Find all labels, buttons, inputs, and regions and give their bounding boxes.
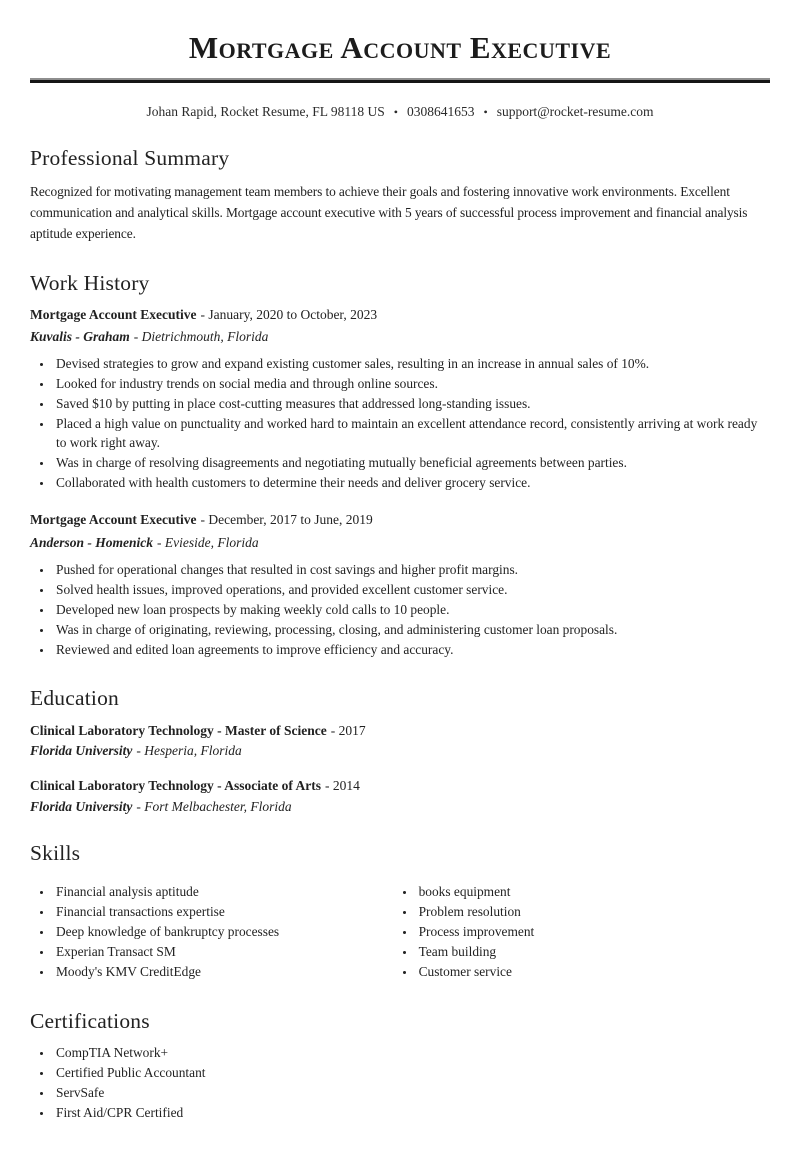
skills-columns xyxy=(30,876,770,984)
certification-item: • First Aid/CPR Certified xyxy=(53,1104,770,1123)
job-title-line xyxy=(30,306,770,325)
company-name: Kuvalis - Graham xyxy=(30,329,130,345)
job-bullet-list xyxy=(30,561,770,660)
job-company-line xyxy=(30,329,770,345)
degree-line xyxy=(30,721,770,741)
school-line xyxy=(30,799,770,815)
contact-separator-dot: • xyxy=(483,105,488,119)
skill-item: • Deep knowledge of bankruptcy processes xyxy=(53,923,393,942)
school-name: Florida University xyxy=(30,743,133,759)
job-dates: - January, 2020 to October, 2023 xyxy=(200,306,378,322)
graduation-year: - 2014 xyxy=(325,778,360,794)
skill-item: • Financial analysis aptitude xyxy=(53,883,393,902)
skills-column-left xyxy=(30,882,393,984)
job-bullet-item: • Saved $10 by putting in place cost-cutting measures that addressed long-standing issues. xyxy=(53,395,770,414)
section-education xyxy=(30,686,770,815)
job-bullet-item: • Was in charge of originating, reviewing, processing, closing, and administering customer loan proposals. xyxy=(53,621,770,640)
school-line xyxy=(30,743,770,759)
job-bullet-item: • Collaborated with health customers to determine their needs and deliver grocery service. xyxy=(53,474,770,493)
job-bullet-item: • Devised strategies to grow and expand existing customer sales, resulting in an increase in annual sales of 10%. xyxy=(53,355,770,374)
work-history-heading: Work History xyxy=(30,270,150,295)
job-bullet-item: • Reviewed and edited loan agreements to improve efficiency and accuracy. xyxy=(53,641,770,660)
skills-column-right xyxy=(393,882,770,984)
education-entry xyxy=(30,721,770,760)
certification-item: • CompTIA Network+ xyxy=(53,1044,770,1063)
section-work-history xyxy=(30,271,770,660)
contact-address: Johan Rapid, Rocket Resume, FL 98118 US xyxy=(146,104,385,119)
job-entry xyxy=(30,306,770,493)
section-certifications xyxy=(30,1009,770,1123)
degree-name: Clinical Laboratory Technology - Associate of Arts xyxy=(30,778,321,794)
contact-email: support@rocket-resume.com xyxy=(496,104,654,119)
resume-title: Mortgage Account Executive xyxy=(188,30,612,65)
skill-item: • Team building xyxy=(416,943,770,962)
school-location: - Fort Melbachester, Florida xyxy=(136,798,292,814)
certifications-list xyxy=(30,1044,770,1123)
contact-separator-dot: • xyxy=(393,105,398,119)
section-professional-summary xyxy=(30,146,770,245)
school-location: - Hesperia, Florida xyxy=(136,743,242,759)
graduation-year: - 2017 xyxy=(330,722,366,738)
skill-item: • books equipment xyxy=(416,883,770,902)
education-heading: Education xyxy=(30,685,119,710)
section-skills xyxy=(30,841,770,984)
degree-line xyxy=(30,776,770,796)
job-bullet-list xyxy=(30,355,770,492)
header-divider-rule xyxy=(30,78,770,83)
job-location: - Dietrichmouth, Florida xyxy=(133,329,269,345)
job-entry xyxy=(30,511,770,659)
job-location: - Evieside, Florida xyxy=(157,535,259,551)
job-bullet-item: • Placed a high value on punctuality and worked hard to maintain an excellent attendance record, consistently arriving at work ready to work right away. xyxy=(53,415,770,452)
skill-item: • Financial transactions expertise xyxy=(53,903,393,922)
job-bullet-item: • Was in charge of resolving disagreements and negotiating mutually beneficial agreements between parties. xyxy=(53,454,770,473)
job-bullet-item: • Solved health issues, improved operations, and provided excellent customer service. xyxy=(53,581,770,600)
job-bullet-item: • Developed new loan prospects by making weekly cold calls to 10 people. xyxy=(53,601,770,620)
certifications-heading: Certifications xyxy=(30,1009,150,1034)
company-name: Anderson - Homenick xyxy=(30,535,154,551)
skill-item: • Problem resolution xyxy=(416,903,770,922)
skill-item: • Process improvement xyxy=(416,923,770,942)
certification-item: • Certified Public Accountant xyxy=(53,1064,770,1083)
job-title-line xyxy=(30,511,770,530)
degree-name: Clinical Laboratory Technology - Master of Science xyxy=(30,722,327,738)
job-title: Mortgage Account Executive xyxy=(30,306,197,322)
contact-line xyxy=(30,104,770,120)
job-dates: - December, 2017 to June, 2019 xyxy=(200,512,373,528)
skill-item: • Moody's KMV CreditEdge xyxy=(53,963,393,982)
skill-item: • Customer service xyxy=(416,963,770,982)
skills-heading: Skills xyxy=(30,840,81,865)
certification-item: • ServSafe xyxy=(53,1084,770,1103)
education-entry xyxy=(30,776,770,815)
professional-summary-heading: Professional Summary xyxy=(30,146,230,170)
skill-item: • Experian Transact SM xyxy=(53,943,393,962)
job-bullet-item: • Pushed for operational changes that resulted in cost savings and higher profit margins. xyxy=(53,561,770,580)
job-bullet-item: • Looked for industry trends on social media and through online sources. xyxy=(53,375,770,394)
job-company-line xyxy=(30,535,770,551)
contact-phone: 0308641653 xyxy=(406,104,475,119)
job-title: Mortgage Account Executive xyxy=(30,512,197,528)
school-name: Florida University xyxy=(30,798,133,814)
professional-summary-text: Recognized for motivating management team members to achieve their goals and fostering innovative work environments. Excellent communication and analytical skills. Mortgage account executive with 5 years of successful process improvement and financial analysis aptitude experience. xyxy=(30,184,748,242)
